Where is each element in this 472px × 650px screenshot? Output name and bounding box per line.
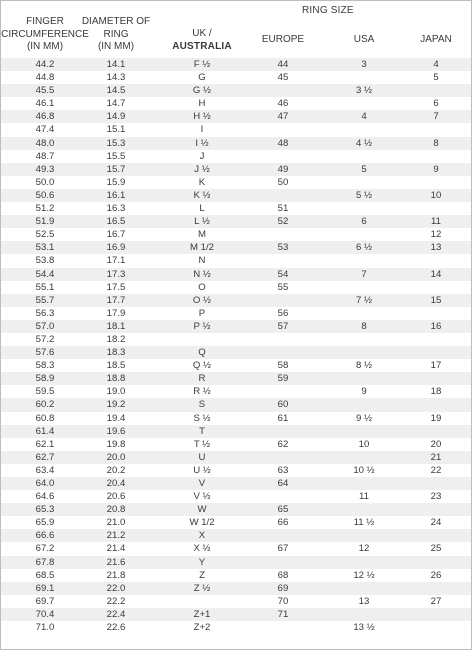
europe-size-cell: 49 bbox=[277, 163, 289, 175]
ring-diameter-cell: 18.8 bbox=[106, 373, 126, 385]
europe-size-cell: 50 bbox=[277, 176, 289, 188]
column-headers bbox=[1, 16, 471, 57]
uk-size-cell: U ½ bbox=[193, 464, 211, 476]
ring-diameter-cell: 16.3 bbox=[106, 203, 126, 215]
finger-circumference-cell: 67.8 bbox=[35, 556, 55, 568]
europe-size-cell: 63 bbox=[277, 464, 289, 476]
japan-size-cell: 22 bbox=[430, 464, 442, 476]
ring-diameter-cell: 16.5 bbox=[106, 216, 126, 228]
uk-size-cell: P ½ bbox=[193, 320, 211, 332]
finger-circumference-cell: 62.7 bbox=[35, 451, 55, 463]
europe-size-cell: 56 bbox=[277, 307, 289, 319]
ring-diameter-cell: 14.3 bbox=[106, 72, 126, 84]
table-row bbox=[1, 241, 471, 254]
table-row bbox=[1, 385, 471, 398]
table-row bbox=[1, 281, 471, 294]
ring-diameter-cell: 16.1 bbox=[106, 189, 126, 201]
finger-circumference-cell: 67.2 bbox=[35, 543, 55, 555]
ring-diameter-cell: 21.4 bbox=[106, 543, 126, 555]
finger-circumference-cell: 49.3 bbox=[35, 163, 55, 175]
usa-size-cell: 5 ½ bbox=[355, 189, 372, 201]
ring-size-heading: RING SIZE bbox=[302, 5, 354, 16]
europe-size-cell: 51 bbox=[277, 203, 289, 215]
uk-size-cell: U bbox=[198, 451, 206, 463]
japan-size-cell: 4 bbox=[433, 59, 439, 70]
size-rows bbox=[1, 58, 471, 634]
table-row bbox=[1, 621, 471, 634]
uk-size-cell: I ½ bbox=[195, 137, 209, 149]
europe-size-cell: 64 bbox=[277, 478, 289, 489]
header-ring-diameter: DIAMETER OF RING (IN MM) bbox=[81, 16, 151, 52]
table-row bbox=[1, 307, 471, 320]
finger-circumference-cell: 63.4 bbox=[35, 464, 55, 476]
ring-diameter-cell: 15.5 bbox=[106, 150, 126, 162]
table-row bbox=[1, 529, 471, 542]
header-japan: JAPAN bbox=[420, 34, 452, 45]
table-row bbox=[1, 123, 471, 136]
uk-size-cell: V bbox=[198, 478, 206, 489]
table-row bbox=[1, 542, 471, 555]
ring-diameter-cell: 18.1 bbox=[106, 320, 126, 332]
finger-circumference-cell: 64.6 bbox=[35, 491, 55, 503]
usa-size-cell: 11 bbox=[359, 491, 369, 503]
usa-size-cell: 13 bbox=[358, 595, 370, 607]
finger-circumference-cell: 60.2 bbox=[35, 399, 55, 411]
ring-diameter-cell: 20.0 bbox=[106, 451, 126, 463]
europe-size-cell: 58 bbox=[277, 360, 289, 372]
europe-size-cell: 62 bbox=[277, 438, 289, 450]
ring-diameter-cell: 18.3 bbox=[106, 347, 126, 359]
usa-size-cell: 8 bbox=[361, 320, 367, 332]
usa-size-cell: 5 bbox=[361, 163, 367, 175]
ring-diameter-cell: 22.0 bbox=[106, 582, 126, 594]
ring-diameter-cell: 17.3 bbox=[106, 268, 126, 280]
ring-diameter-cell: 15.1 bbox=[106, 124, 126, 136]
japan-size-cell: 13 bbox=[430, 242, 442, 254]
uk-size-cell: H bbox=[198, 98, 206, 110]
ring-diameter-cell: 19.8 bbox=[106, 438, 126, 450]
finger-circumference-cell: 53.1 bbox=[35, 242, 55, 254]
table-row bbox=[1, 398, 471, 411]
ring-diameter-cell: 19.0 bbox=[106, 386, 126, 398]
table-row bbox=[1, 372, 471, 385]
finger-circumference-cell: 50.0 bbox=[35, 176, 55, 188]
table-row bbox=[1, 294, 471, 307]
table-row bbox=[1, 477, 471, 490]
ring-diameter-cell: 17.7 bbox=[106, 294, 126, 306]
finger-circumference-cell: 44.8 bbox=[35, 72, 55, 84]
europe-size-cell: 57 bbox=[277, 320, 289, 332]
usa-size-cell: 4 ½ bbox=[355, 137, 372, 149]
uk-size-cell: T bbox=[199, 425, 205, 437]
finger-circumference-cell: 48.0 bbox=[35, 137, 55, 149]
japan-size-cell: 6 bbox=[433, 98, 439, 110]
ring-diameter-cell: 17.9 bbox=[106, 307, 126, 319]
europe-size-cell: 60 bbox=[277, 399, 289, 411]
table-row bbox=[1, 582, 471, 595]
ring-diameter-cell: 21.2 bbox=[106, 530, 126, 542]
europe-size-cell: 47 bbox=[277, 111, 289, 123]
usa-size-cell: 13 ½ bbox=[353, 622, 375, 634]
finger-circumference-cell: 57.2 bbox=[35, 333, 55, 345]
finger-circumference-cell: 53.8 bbox=[35, 255, 55, 267]
uk-size-cell: M 1/2 bbox=[190, 242, 214, 254]
uk-size-cell: X ½ bbox=[193, 543, 211, 555]
uk-size-cell: H ½ bbox=[193, 111, 211, 123]
ring-diameter-cell: 22.4 bbox=[106, 608, 126, 620]
table-row bbox=[1, 215, 471, 228]
japan-size-cell: 7 bbox=[433, 111, 439, 123]
finger-circumference-cell: 57.0 bbox=[35, 320, 55, 332]
uk-size-cell: X bbox=[198, 530, 206, 542]
ring-diameter-cell: 14.5 bbox=[106, 85, 126, 97]
ring-diameter-cell: 22.2 bbox=[106, 595, 126, 607]
ring-diameter-cell: 16.7 bbox=[106, 229, 126, 241]
uk-size-cell: S bbox=[198, 399, 206, 411]
finger-circumference-cell: 51.9 bbox=[35, 216, 55, 228]
table-row bbox=[1, 268, 471, 281]
uk-size-cell: W 1/2 bbox=[189, 517, 215, 529]
finger-circumference-cell: 65.3 bbox=[35, 504, 55, 516]
finger-circumference-cell: 46.8 bbox=[35, 111, 55, 123]
japan-size-cell: 9 bbox=[433, 163, 439, 175]
table-row bbox=[1, 176, 471, 189]
table-row bbox=[1, 333, 471, 346]
finger-circumference-cell: 59.5 bbox=[35, 386, 55, 398]
uk-size-cell: N bbox=[198, 255, 206, 267]
table-row bbox=[1, 451, 471, 464]
europe-size-cell: 53 bbox=[277, 242, 289, 254]
table-row bbox=[1, 163, 471, 176]
table-row bbox=[1, 346, 471, 359]
ring-diameter-cell: 17.5 bbox=[106, 281, 126, 293]
finger-circumference-cell: 55.7 bbox=[35, 294, 55, 306]
table-row bbox=[1, 438, 471, 451]
ring-diameter-cell: 17.1 bbox=[106, 255, 126, 267]
uk-size-cell: N ½ bbox=[193, 268, 211, 280]
finger-circumference-cell: 62.1 bbox=[35, 438, 55, 450]
table-row bbox=[1, 97, 471, 110]
table-row bbox=[1, 137, 471, 150]
europe-size-cell: 71 bbox=[277, 608, 289, 620]
uk-size-cell: F ½ bbox=[193, 59, 211, 70]
uk-size-cell: G bbox=[198, 72, 206, 84]
japan-size-cell: 16 bbox=[430, 320, 442, 332]
europe-size-cell: 66 bbox=[277, 517, 289, 529]
finger-circumference-cell: 58.3 bbox=[35, 360, 55, 372]
ring-diameter-cell: 20.2 bbox=[106, 464, 126, 476]
ring-diameter-cell: 15.7 bbox=[106, 163, 126, 175]
finger-circumference-cell: 58.9 bbox=[35, 373, 55, 385]
usa-size-cell: 6 bbox=[361, 216, 367, 228]
europe-size-cell: 68 bbox=[277, 569, 289, 581]
japan-size-cell: 27 bbox=[430, 595, 442, 607]
usa-size-cell: 3 bbox=[361, 59, 367, 70]
table-row bbox=[1, 71, 471, 84]
table-row bbox=[1, 84, 471, 97]
ring-diameter-cell: 18.5 bbox=[106, 360, 126, 372]
usa-size-cell: 4 bbox=[361, 111, 367, 123]
usa-size-cell: 12 bbox=[358, 543, 370, 555]
table-row bbox=[1, 228, 471, 241]
uk-size-cell: O bbox=[198, 281, 206, 293]
ring-diameter-cell: 20.4 bbox=[106, 478, 126, 489]
ring-diameter-cell: 19.4 bbox=[106, 412, 126, 424]
finger-circumference-cell: 50.6 bbox=[35, 189, 55, 201]
usa-size-cell: 12 ½ bbox=[353, 569, 375, 581]
finger-circumference-cell: 69.7 bbox=[35, 595, 55, 607]
ring-diameter-cell: 19.2 bbox=[106, 399, 126, 411]
table-row bbox=[1, 189, 471, 202]
finger-circumference-cell: 51.2 bbox=[35, 203, 55, 215]
japan-size-cell: 12 bbox=[430, 229, 442, 241]
table-row bbox=[1, 608, 471, 621]
uk-size-cell: Q ½ bbox=[192, 360, 212, 372]
finger-circumference-cell: 47.4 bbox=[35, 124, 55, 136]
uk-size-cell: W bbox=[197, 504, 207, 516]
uk-size-cell: J bbox=[199, 150, 205, 162]
table-row bbox=[1, 202, 471, 215]
finger-circumference-cell: 61.4 bbox=[35, 425, 55, 437]
ring-diameter-cell: 21.0 bbox=[106, 517, 126, 529]
finger-circumference-cell: 66.6 bbox=[35, 530, 55, 542]
europe-size-cell: 45 bbox=[277, 72, 289, 84]
ring-diameter-cell: 15.9 bbox=[106, 176, 126, 188]
table-row bbox=[1, 556, 471, 569]
finger-circumference-cell: 65.9 bbox=[35, 517, 55, 529]
finger-circumference-cell: 45.5 bbox=[35, 85, 55, 97]
table-row bbox=[1, 425, 471, 438]
uk-size-cell: Q bbox=[198, 347, 206, 359]
usa-size-cell: 9 bbox=[361, 386, 367, 398]
ring-diameter-cell: 21.6 bbox=[106, 556, 126, 568]
usa-size-cell: 10 bbox=[358, 438, 370, 450]
table-row bbox=[1, 516, 471, 529]
japan-size-cell: 19 bbox=[430, 412, 442, 424]
usa-size-cell: 9 ½ bbox=[355, 412, 372, 424]
europe-size-cell: 59 bbox=[277, 373, 289, 385]
japan-size-cell: 5 bbox=[433, 72, 439, 84]
uk-size-cell: Y bbox=[198, 556, 206, 568]
table-row bbox=[1, 569, 471, 582]
europe-size-cell: 67 bbox=[277, 543, 289, 555]
ring-diameter-cell: 14.1 bbox=[106, 59, 126, 70]
uk-size-cell: T ½ bbox=[193, 438, 211, 450]
ring-diameter-cell: 21.8 bbox=[106, 569, 126, 581]
finger-circumference-cell: 60.8 bbox=[35, 412, 55, 424]
usa-size-cell: 7 bbox=[361, 268, 367, 280]
europe-size-cell: 48 bbox=[277, 137, 289, 149]
finger-circumference-cell: 44.2 bbox=[35, 59, 55, 70]
europe-size-cell: 65 bbox=[277, 504, 289, 516]
table-row bbox=[1, 110, 471, 123]
europe-size-cell: 69 bbox=[277, 582, 289, 594]
japan-size-cell: 25 bbox=[430, 543, 442, 555]
finger-circumference-cell: 46.1 bbox=[35, 98, 55, 110]
ring-diameter-cell: 16.9 bbox=[106, 242, 126, 254]
ring-diameter-cell: 18.2 bbox=[106, 333, 126, 345]
table-row bbox=[1, 58, 471, 71]
ring-diameter-cell: 14.9 bbox=[106, 111, 126, 123]
uk-size-cell: R bbox=[198, 373, 206, 385]
uk-size-cell: L ½ bbox=[194, 216, 210, 228]
usa-size-cell: 7 ½ bbox=[355, 294, 372, 306]
ring-diameter-cell: 15.3 bbox=[106, 137, 126, 149]
uk-size-cell: G ½ bbox=[192, 85, 212, 97]
finger-circumference-cell: 55.1 bbox=[35, 281, 55, 293]
finger-circumference-cell: 57.6 bbox=[35, 347, 55, 359]
finger-circumference-cell: 68.5 bbox=[35, 569, 55, 581]
europe-size-cell: 55 bbox=[277, 281, 289, 293]
finger-circumference-cell: 71.0 bbox=[35, 622, 55, 634]
finger-circumference-cell: 70.4 bbox=[35, 608, 55, 620]
table-row bbox=[1, 464, 471, 477]
usa-size-cell: 11 ½ bbox=[353, 517, 375, 529]
ring-diameter-cell: 20.6 bbox=[106, 491, 126, 503]
uk-size-cell: P bbox=[198, 307, 206, 319]
japan-size-cell: 11 bbox=[431, 216, 441, 228]
finger-circumference-cell: 48.7 bbox=[35, 150, 55, 162]
uk-size-cell: Z+2 bbox=[193, 622, 211, 634]
ring-diameter-cell: 14.7 bbox=[106, 98, 126, 110]
header-uk-australia: UK / AUSTRALIA bbox=[172, 28, 232, 52]
uk-size-cell: Z+1 bbox=[193, 608, 211, 620]
ring-diameter-cell: 19.6 bbox=[106, 425, 126, 437]
table-row bbox=[1, 595, 471, 608]
japan-size-cell: 26 bbox=[430, 569, 442, 581]
ring-diameter-cell: 20.8 bbox=[106, 504, 126, 516]
usa-size-cell: 10 ½ bbox=[353, 464, 375, 476]
header-usa: USA bbox=[353, 34, 375, 45]
finger-circumference-cell: 64.0 bbox=[35, 478, 55, 489]
ring-diameter-cell: 22.6 bbox=[106, 622, 126, 634]
japan-size-cell: 15 bbox=[430, 294, 442, 306]
uk-size-cell: K ½ bbox=[193, 189, 211, 201]
japan-size-cell: 14 bbox=[430, 268, 442, 280]
usa-size-cell: 8 ½ bbox=[355, 360, 372, 372]
europe-size-cell: 44 bbox=[277, 59, 289, 70]
finger-circumference-cell: 56.3 bbox=[35, 307, 55, 319]
japan-size-cell: 24 bbox=[430, 517, 442, 529]
uk-size-cell: I bbox=[200, 124, 204, 136]
japan-size-cell: 8 bbox=[433, 137, 439, 149]
japan-size-cell: 17 bbox=[430, 360, 442, 372]
finger-circumference-cell: 69.1 bbox=[35, 582, 55, 594]
usa-size-cell: 3 ½ bbox=[355, 85, 372, 97]
europe-size-cell: 52 bbox=[277, 216, 289, 228]
finger-circumference-cell: 54.4 bbox=[35, 268, 55, 280]
table-row bbox=[1, 359, 471, 372]
uk-size-cell: Z bbox=[199, 569, 205, 581]
japan-size-cell: 10 bbox=[430, 189, 442, 201]
europe-size-cell: 61 bbox=[277, 412, 289, 424]
table-row bbox=[1, 503, 471, 516]
table-row bbox=[1, 320, 471, 333]
table-row bbox=[1, 490, 471, 503]
uk-size-cell: Z ½ bbox=[193, 582, 211, 594]
table-row bbox=[1, 412, 471, 425]
japan-size-cell: 20 bbox=[430, 438, 442, 450]
header-finger-circumference: FINGER CIRCUMFERENCE (IN MM) bbox=[1, 16, 89, 52]
europe-size-cell: 46 bbox=[277, 98, 289, 110]
uk-size-cell: S ½ bbox=[193, 412, 211, 424]
uk-size-cell: J ½ bbox=[194, 163, 210, 175]
table-row bbox=[1, 150, 471, 163]
finger-circumference-cell: 52.5 bbox=[35, 229, 55, 241]
uk-size-cell: L bbox=[199, 203, 205, 215]
europe-size-cell: 54 bbox=[277, 268, 289, 280]
japan-size-cell: 23 bbox=[430, 491, 442, 503]
uk-size-cell: V ½ bbox=[193, 491, 211, 503]
uk-size-cell: K bbox=[198, 176, 206, 188]
header-europe: EUROPE bbox=[261, 34, 305, 45]
table-row bbox=[1, 254, 471, 267]
uk-size-cell: R ½ bbox=[193, 386, 211, 398]
uk-size-cell: M bbox=[198, 229, 206, 241]
uk-size-cell: O ½ bbox=[192, 294, 212, 306]
europe-size-cell: 70 bbox=[277, 595, 289, 607]
usa-size-cell: 6 ½ bbox=[355, 242, 372, 254]
japan-size-cell: 21 bbox=[430, 451, 442, 463]
japan-size-cell: 18 bbox=[430, 386, 442, 398]
